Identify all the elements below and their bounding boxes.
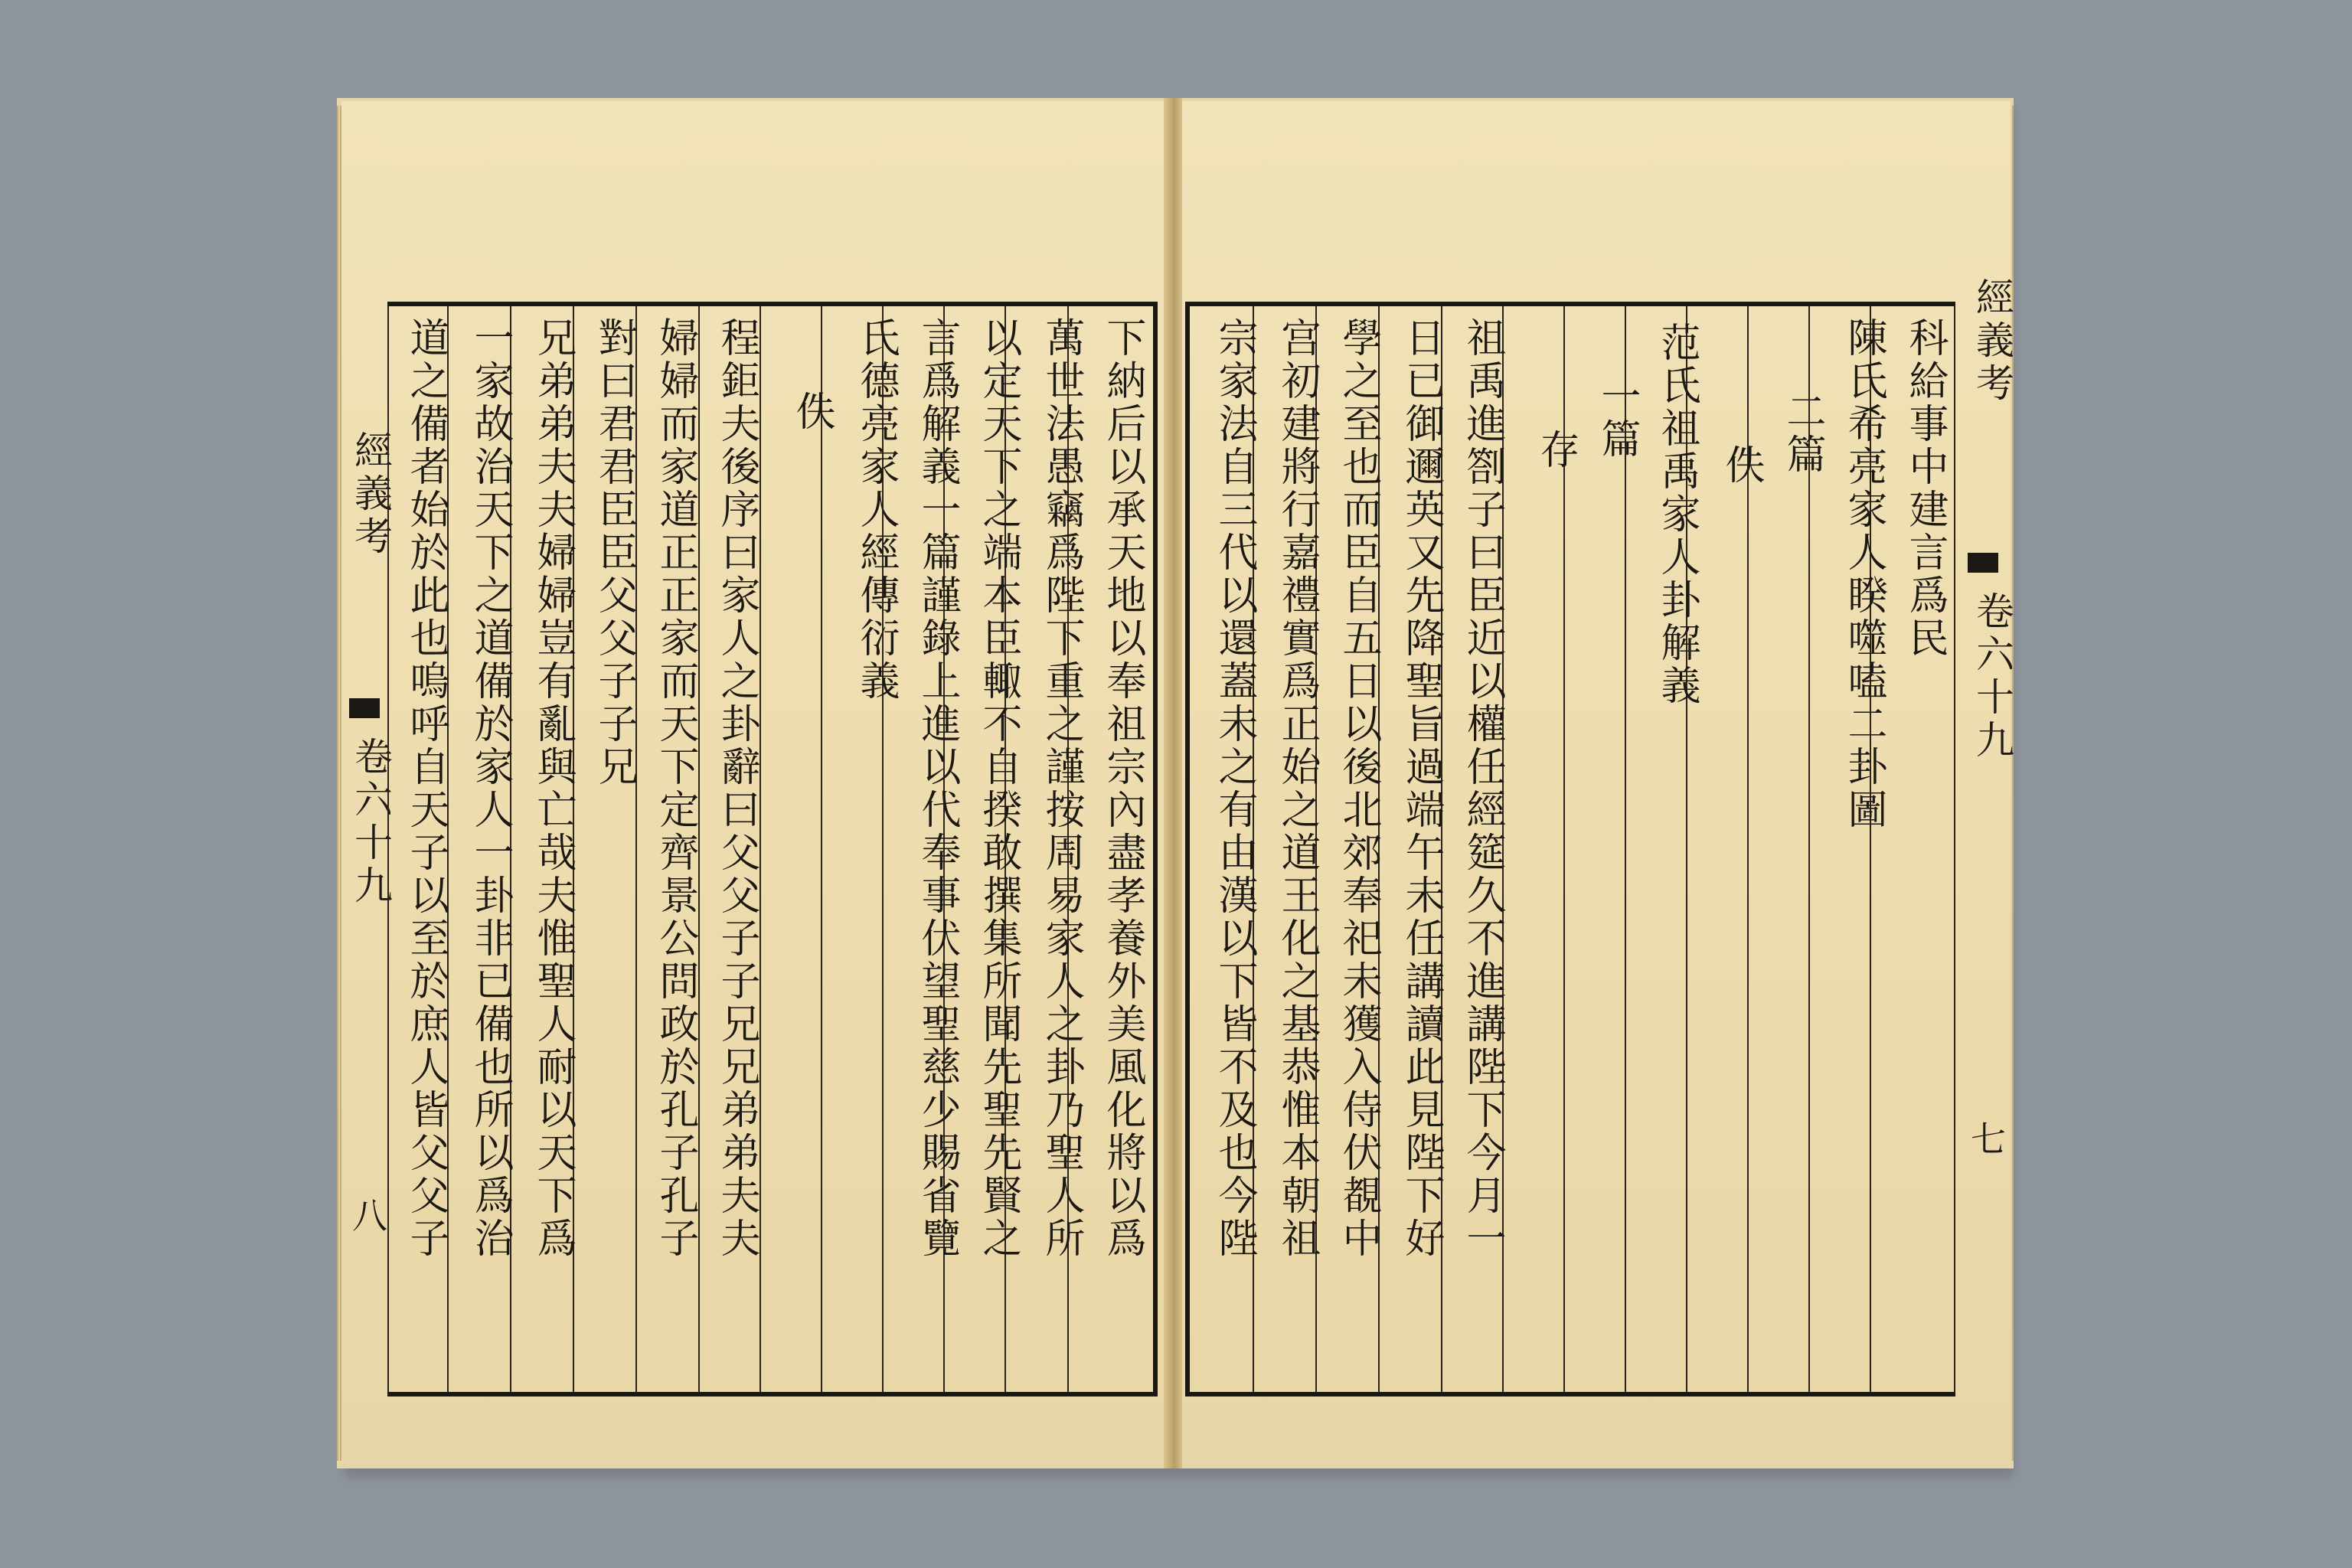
left-column-5: 氏德亮家人經傳衍義 — [853, 317, 899, 703]
right-column-4: 佚 — [1718, 444, 1764, 487]
right-leaf-number: 七 — [1971, 1119, 2006, 1160]
right-column-6: 一篇 — [1594, 375, 1640, 461]
left-column-11: 一家故治天下之道備於家人一卦非已備也所以爲治 — [467, 317, 513, 1260]
left-margin-title: 經義考 — [348, 430, 393, 559]
left-column-8: 婦婦而家道正正家而天下定齊景公問政於孔子孔子 — [652, 317, 698, 1260]
right-column-12: 宗家法自三代以還蓋未之有由漢以下皆不及也今陛 — [1211, 317, 1257, 1260]
right-column-9: 日已御邇英又先降聖旨過端午未任講讀此見陛下好 — [1398, 317, 1444, 1260]
right-column-2: 陳氏希亮家人睽噬嗑二卦圖 — [1841, 317, 1886, 831]
left-column-4: 言爲解義一篇謹錄上進以代奉事伏望聖慈少賜省覽 — [914, 317, 960, 1260]
right-fishtail-mark — [1968, 553, 1998, 573]
right-page — [1182, 101, 2014, 1464]
right-column-11: 宫初建將行嘉禮實爲正始之道王化之基恭惟本朝祖 — [1274, 317, 1320, 1260]
right-column-5: 范氏祖禹家人卦解義 — [1654, 322, 1700, 707]
right-column-10: 學之至也而臣自五日以後北郊奉祀未獲入侍伏覩中 — [1335, 317, 1381, 1260]
right-column-8: 祖禹進劄子曰臣近以權任經筵久不進講陛下今月一 — [1459, 317, 1505, 1260]
left-leaf-number: 八 — [352, 1195, 387, 1236]
left-column-6: 佚 — [789, 390, 835, 433]
right-column-1: 科給事中建言爲民 — [1902, 317, 1948, 660]
left-text-frame — [387, 302, 1158, 1396]
left-column-12: 道之備者始於此也嗚呼自天子以至於庶人皆父父子 — [403, 317, 449, 1260]
right-margin-volume: 卷六十九 — [1970, 591, 2014, 763]
left-column-9: 對曰君君臣臣父父子子兄 — [591, 317, 637, 789]
open-book — [337, 98, 2014, 1468]
left-column-3: 以定天下之端本臣輙不自揆敢撰集所聞先聖先賢之 — [975, 317, 1021, 1260]
left-column-2: 萬世法愚竊爲陛下重之謹按周易家人之卦乃聖人所 — [1038, 317, 1084, 1260]
left-fishtail-mark — [349, 698, 380, 718]
left-column-1: 下納后以承天地以奉祖宗內盡孝養外美風化將以爲 — [1099, 317, 1145, 1260]
book-spine — [1164, 98, 1182, 1468]
left-column-10: 兄弟弟夫夫婦婦豈有亂與亡哉夫惟聖人耐以天下爲 — [530, 317, 576, 1260]
right-margin-title: 經義考 — [1970, 277, 2014, 406]
right-column-7: 存 — [1533, 429, 1579, 472]
right-column-3: 二篇 — [1779, 390, 1825, 476]
left-page — [341, 101, 1164, 1464]
right-text-frame — [1185, 302, 1955, 1396]
left-margin-volume: 卷六十九 — [348, 737, 393, 908]
left-column-7: 程鉅夫後序曰家人之卦辭曰父父子子兄兄弟弟夫夫 — [714, 317, 760, 1260]
